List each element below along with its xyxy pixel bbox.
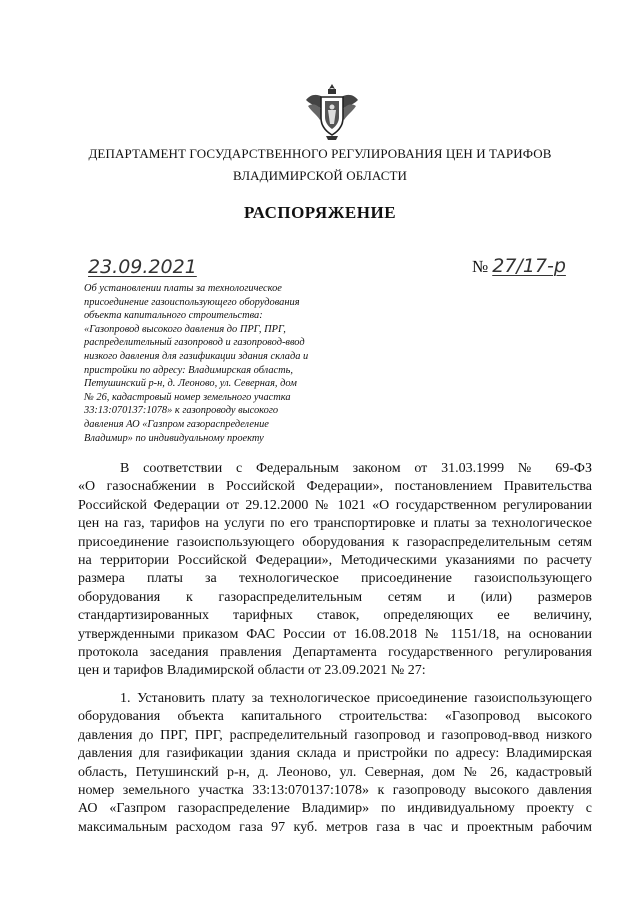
body-line: максимальным расходом газа 97 куб. метров газа в час и проектным рабочим	[78, 819, 592, 835]
subject-line: Об установлении платы за технологическое	[84, 283, 282, 294]
body-line: Российской Федерации от 29.12.2000 № 1021 «О государственном регулировании	[78, 497, 592, 513]
body-line: протокола заседания правления Департамента государственного регулирования	[78, 645, 592, 661]
body-line: оборудования объекта капитального строительства: «Газопровод высокого	[78, 709, 592, 725]
subject-line: № 26, кадастровый номер земельного участка	[84, 391, 291, 403]
document-date: 23.09.2021	[88, 256, 197, 278]
document-number	[472, 255, 566, 277]
body-line: цен и тарифов Владимирской области от 23.09.2021 № 27:	[78, 663, 426, 679]
subject-line: низкого давления для газификации здания склада и	[84, 350, 309, 362]
subject-line: Владимир» по индивидуальному проекту	[84, 432, 264, 444]
body-line: давления для газификации здания склада и пристройки по адресу: Владимирская	[78, 746, 592, 762]
document-subject	[84, 282, 380, 445]
body-line: «О газоснабжении в Российской Федерации», постановлением Правительства	[78, 479, 592, 495]
number-value: 27/17-р	[492, 255, 566, 277]
number-sign: №	[472, 257, 489, 276]
document-body	[78, 460, 592, 837]
body-line: номер земельного участка 33:13:070137:1078» к газопроводу высокого давления	[78, 782, 592, 798]
body-line: 1. Установить плату за технологическое присоединение газоиспользующего	[120, 690, 592, 706]
subject-line: давления АО «Газпром газораспределение	[84, 418, 269, 430]
body-line: на территории Российской Федерации», Методическими указаниями по расчету	[78, 553, 592, 569]
department-name-line1: ДЕПАРТАМЕНТ ГОСУДАРСТВЕННОГО РЕГУЛИРОВАНИЯ ЦЕН И ТАРИФОВ	[88, 146, 552, 161]
body-line: АО «Газпром газораспределение Владимир» по индивидуальному проекту с	[78, 801, 592, 817]
subject-line: присоединение газоиспользующего оборудования	[84, 296, 300, 308]
body-line: В соответствии с Федеральным законом от 31.03.1999 № 69-ФЗ	[120, 461, 592, 476]
subject-line: распределительный газопровод и газопровод-ввод	[84, 337, 305, 349]
subject-line: пристройки по адресу: Владимирская область,	[84, 364, 293, 376]
subject-line: объекта капитального строительства:	[84, 310, 263, 322]
document-title: РАСПОРЯЖЕНИЕ	[243, 203, 397, 222]
coat-of-arms-emblem-icon	[302, 80, 362, 142]
body-line: размера платы за технологическое присоединение газоиспользующего	[78, 571, 592, 587]
subject-line: 33:13:070137:1078» к газопроводу высокого	[84, 405, 279, 417]
body-line: давления до ПРГ, ПРГ, распределительный газопровод и газопровод-ввод низкого	[78, 727, 592, 743]
body-line: цен на газ, тарифов на услуги по его транспортировке и платы за технологическое	[78, 516, 592, 532]
body-line: оборудования к газораспределительным сетям и (или) размеров	[78, 589, 592, 605]
subject-line: «Газопровод высокого давления до ПРГ, ПРГ,	[84, 323, 286, 335]
paragraph-item-1	[78, 690, 592, 837]
body-line: стандартизированных тарифных ставок, определяющих ее величину,	[78, 608, 592, 624]
paragraph-preamble	[78, 460, 592, 681]
department-name-line2: ВЛАДИМИРСКОЙ ОБЛАСТИ	[232, 168, 408, 183]
body-line: утвержденными приказом ФАС России от 16.08.2018 № 1151/18, на основании	[78, 626, 592, 642]
subject-line: Петушинский р-н, д. Леоново, ул. Северная, дом	[84, 378, 297, 390]
body-line: область, Петушинский р-н, д. Леоново, ул. Северная, дом № 26, кадастровый	[78, 764, 592, 780]
body-line: присоединение газоиспользующего оборудования к газораспределительным сетям	[78, 534, 592, 550]
